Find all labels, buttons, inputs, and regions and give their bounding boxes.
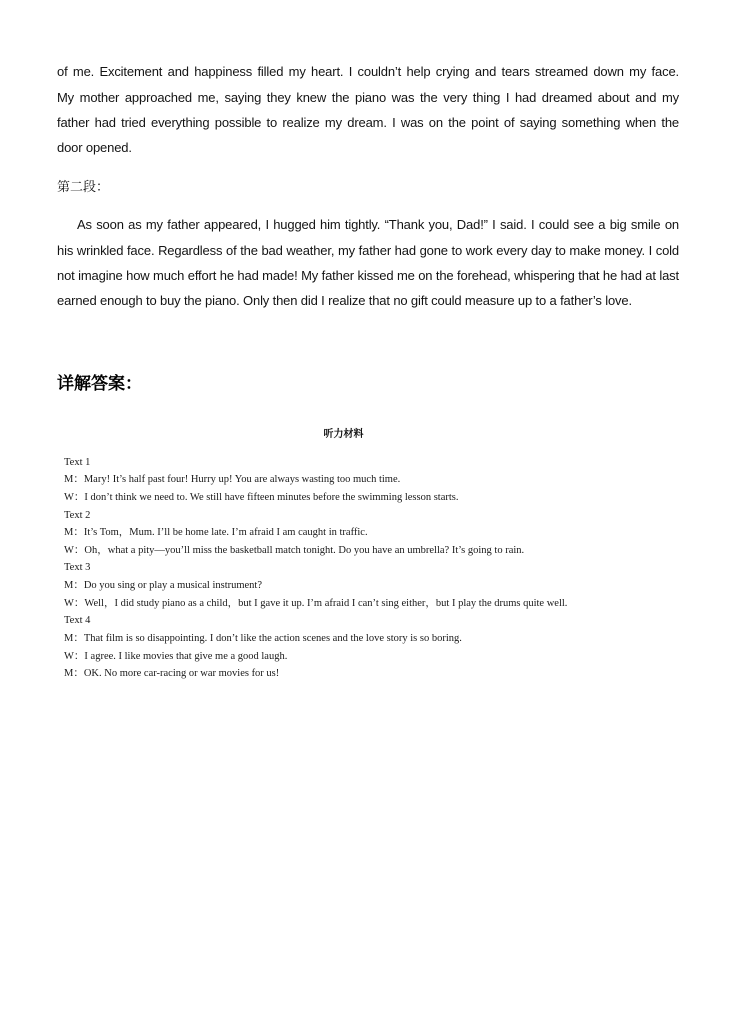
listening-title: 听力材料 <box>323 429 364 440</box>
paragraph-1-line-4: door opened. <box>57 140 132 155</box>
paragraph-2-line-3: not imagine how much effort he had made! My father kissed me on the forehead, whispering that he had at last <box>57 268 679 283</box>
answers-heading: 详解答案： <box>57 374 142 394</box>
listening-text-4-label: Text 4 <box>64 615 91 626</box>
listening-line: M：OK. No more car-racing or war movies for us! <box>64 668 280 679</box>
section-2-label: 第二段： <box>57 180 110 195</box>
listening-line: W：I agree. I like movies that give me a good laugh. <box>64 651 288 662</box>
listening-text-1-label: Text 1 <box>64 457 91 468</box>
listening-line: M：Mary! It’s half past four! Hurry up! You are always wasting too much time. <box>64 474 401 485</box>
listening-line: M：Do you sing or play a musical instrument? <box>64 580 263 591</box>
listening-line: W：Well，I did study piano as a child，but I gave it up. I’m afraid I can’t sing either，but I play the drums quite well. <box>64 598 568 609</box>
listening-text-3-label: Text 3 <box>64 562 91 573</box>
paragraph-2-line-4: earned enough to buy the piano. Only then did I realize that no gift could measure up to a father’s love. <box>57 293 632 308</box>
listening-line: M：It’s Tom，Mum. I’ll be home late. I’m afraid I am caught in traffic. <box>64 527 368 538</box>
paragraph-1-line-1: of me. Excitement and happiness filled my heart. I couldn’t help crying and tears streamed down my face. <box>57 64 679 79</box>
listening-line: W：Oh，what a pity—you’ll miss the basketball match tonight. Do you have an umbrella? It’s going to rain. <box>64 545 525 556</box>
listening-line: W：I don’t think we need to. We still have fifteen minutes before the swimming lesson starts. <box>64 492 459 503</box>
listening-line: M：That film is so disappointing. I don’t like the action scenes and the love story is so boring. <box>64 633 462 644</box>
paragraph-1-line-3: father had tried everything possible to realize my dream. I was on the point of saying something when the <box>57 115 679 130</box>
listening-text-2-label: Text 2 <box>64 510 91 521</box>
paragraph-2-line-1: As soon as my father appeared, I hugged him tightly. “Thank you, Dad!” I said. I could see a big smile on <box>77 217 679 232</box>
paragraph-2-line-2: his wrinkled face. Regardless of the bad weather, my father had gone to work every day to make money. I cold <box>57 243 679 258</box>
paragraph-1-line-2: My mother approached me, saying they knew the piano was the very thing I had dreamed about and my <box>57 90 679 105</box>
